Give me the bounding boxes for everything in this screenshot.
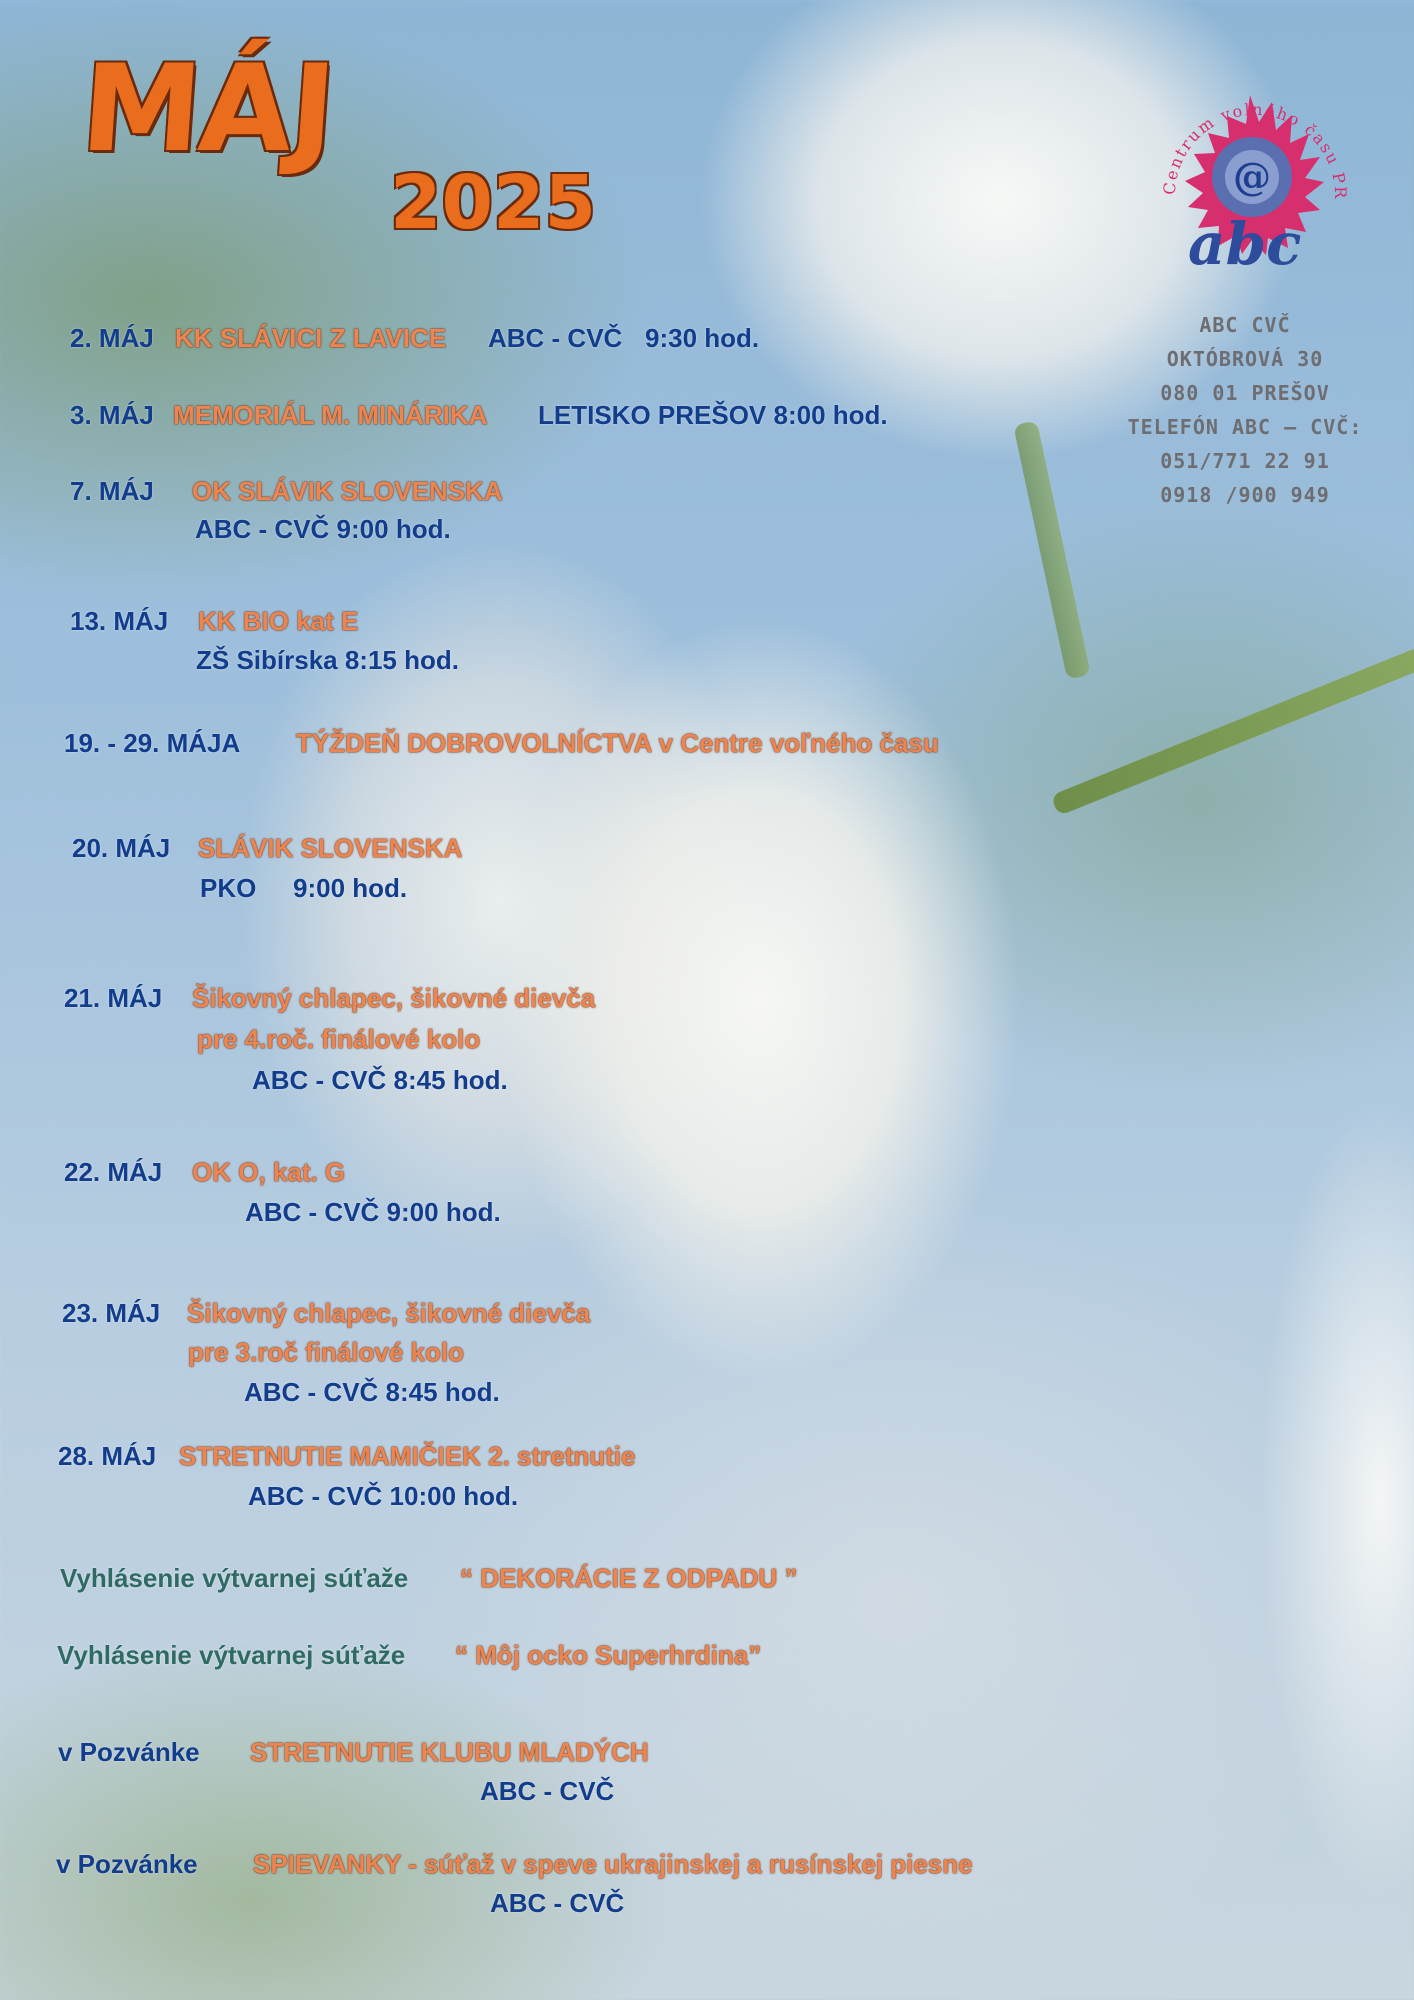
event-date: 13. MÁJ	[70, 606, 169, 636]
event-date: 3. MÁJ	[70, 400, 154, 430]
contact-line: OKTÓBROVÁ 30	[1166, 347, 1324, 371]
page-title-month: MÁJ	[77, 40, 338, 179]
invitation-place: ABC - CVČ	[490, 1888, 625, 1918]
event-place-time: ABC - CVČ 9:00 hod.	[195, 514, 451, 544]
event-place-time: ABC - CVČ 8:45 hod.	[244, 1377, 500, 1407]
invitation-title: SPIEVANKY - súťaž v speve ukrajinskej a rusínskej piesne	[253, 1849, 973, 1879]
event-time: 9:30 hod.	[645, 323, 760, 353]
announcement-label: Vyhlásenie výtvarnej súťaže	[57, 1640, 406, 1670]
event-place-time: ABC - CVČ 8:45 hod.	[252, 1065, 508, 1095]
event-name: Šikovný chlapec, šikovné dievča	[192, 983, 596, 1013]
contact-block	[1110, 308, 1380, 512]
event-place-time: ABC - CVČ 9:00 hod.	[245, 1197, 501, 1227]
event-name: KK SLÁVICI Z LAVICE	[175, 323, 447, 353]
contact-line: TELEFÓN ABC – CVČ:	[1127, 415, 1363, 439]
event-date: 20. MÁJ	[72, 833, 171, 863]
contact-line: 0918 /900 949	[1160, 483, 1330, 507]
contact-line: ABC CVČ	[1199, 313, 1291, 337]
event-date: 22. MÁJ	[64, 1157, 163, 1187]
event-place-time: ABC - CVČ 10:00 hod.	[248, 1481, 519, 1511]
invitation-label: v Pozvánke	[56, 1849, 198, 1879]
event-date: 28. MÁJ	[58, 1441, 157, 1471]
logo-mark: abc	[1188, 210, 1302, 278]
branch-decoration	[1013, 420, 1091, 679]
event-name: Šikovný chlapec, šikovné dievča	[187, 1298, 591, 1328]
event-place: ABC - CVČ	[488, 323, 623, 353]
event-name-line2: pre 3.roč finálové kolo	[188, 1337, 464, 1367]
event-date: 23. MÁJ	[62, 1298, 161, 1328]
event-place-time: ZŠ Sibírska 8:15 hod.	[196, 645, 459, 675]
event-date: 19. - 29. MÁJA	[64, 728, 241, 758]
svg-text:@: @	[1233, 154, 1271, 199]
announcement-title: “ Môj ocko Superhrdina”	[455, 1640, 762, 1670]
event-time: 9:00 hod.	[293, 873, 408, 903]
event-date: 7. MÁJ	[70, 476, 154, 506]
logo-arc-text: Centrum voľného času PR	[1159, 99, 1351, 201]
page-title-year: 2025	[390, 160, 596, 246]
event-name: KK BIO kat E	[198, 606, 359, 636]
event-place-time: LETISKO PREŠOV 8:00 hod.	[538, 400, 888, 430]
contact-line: 051/771 22 91	[1160, 449, 1330, 473]
announcement-title: “ DEKORÁCIE Z ODPADU ”	[460, 1563, 798, 1593]
event-place: PKO	[200, 873, 257, 903]
announcement-label: Vyhlásenie výtvarnej súťaže	[60, 1563, 409, 1593]
cvc-logo	[1130, 50, 1370, 280]
event-name: STRETNUTIE MAMIČIEK 2. stretnutie	[179, 1441, 636, 1471]
event-name: MEMORIÁL M. MINÁRIKA	[173, 400, 488, 430]
event-name: SLÁVIK SLOVENSKA	[198, 833, 463, 863]
invitation-place: ABC - CVČ	[480, 1776, 615, 1806]
branch-decoration	[1050, 646, 1414, 816]
event-date: 21. MÁJ	[64, 983, 163, 1013]
invitation-title: STRETNUTIE KLUBU MLADÝCH	[250, 1737, 649, 1767]
event-date: 2. MÁJ	[70, 323, 154, 353]
event-name-line2: pre 4.roč. finálové kolo	[197, 1024, 481, 1054]
invitation-label: v Pozvánke	[58, 1737, 200, 1767]
event-name: OK SLÁVIK SLOVENSKA	[192, 476, 503, 506]
contact-line: 080 01 PREŠOV	[1160, 381, 1330, 405]
event-name: OK O, kat. G	[192, 1157, 346, 1187]
event-name: TÝŽDEŇ DOBROVOLNÍCTVA v Centre voľného času	[296, 728, 939, 758]
